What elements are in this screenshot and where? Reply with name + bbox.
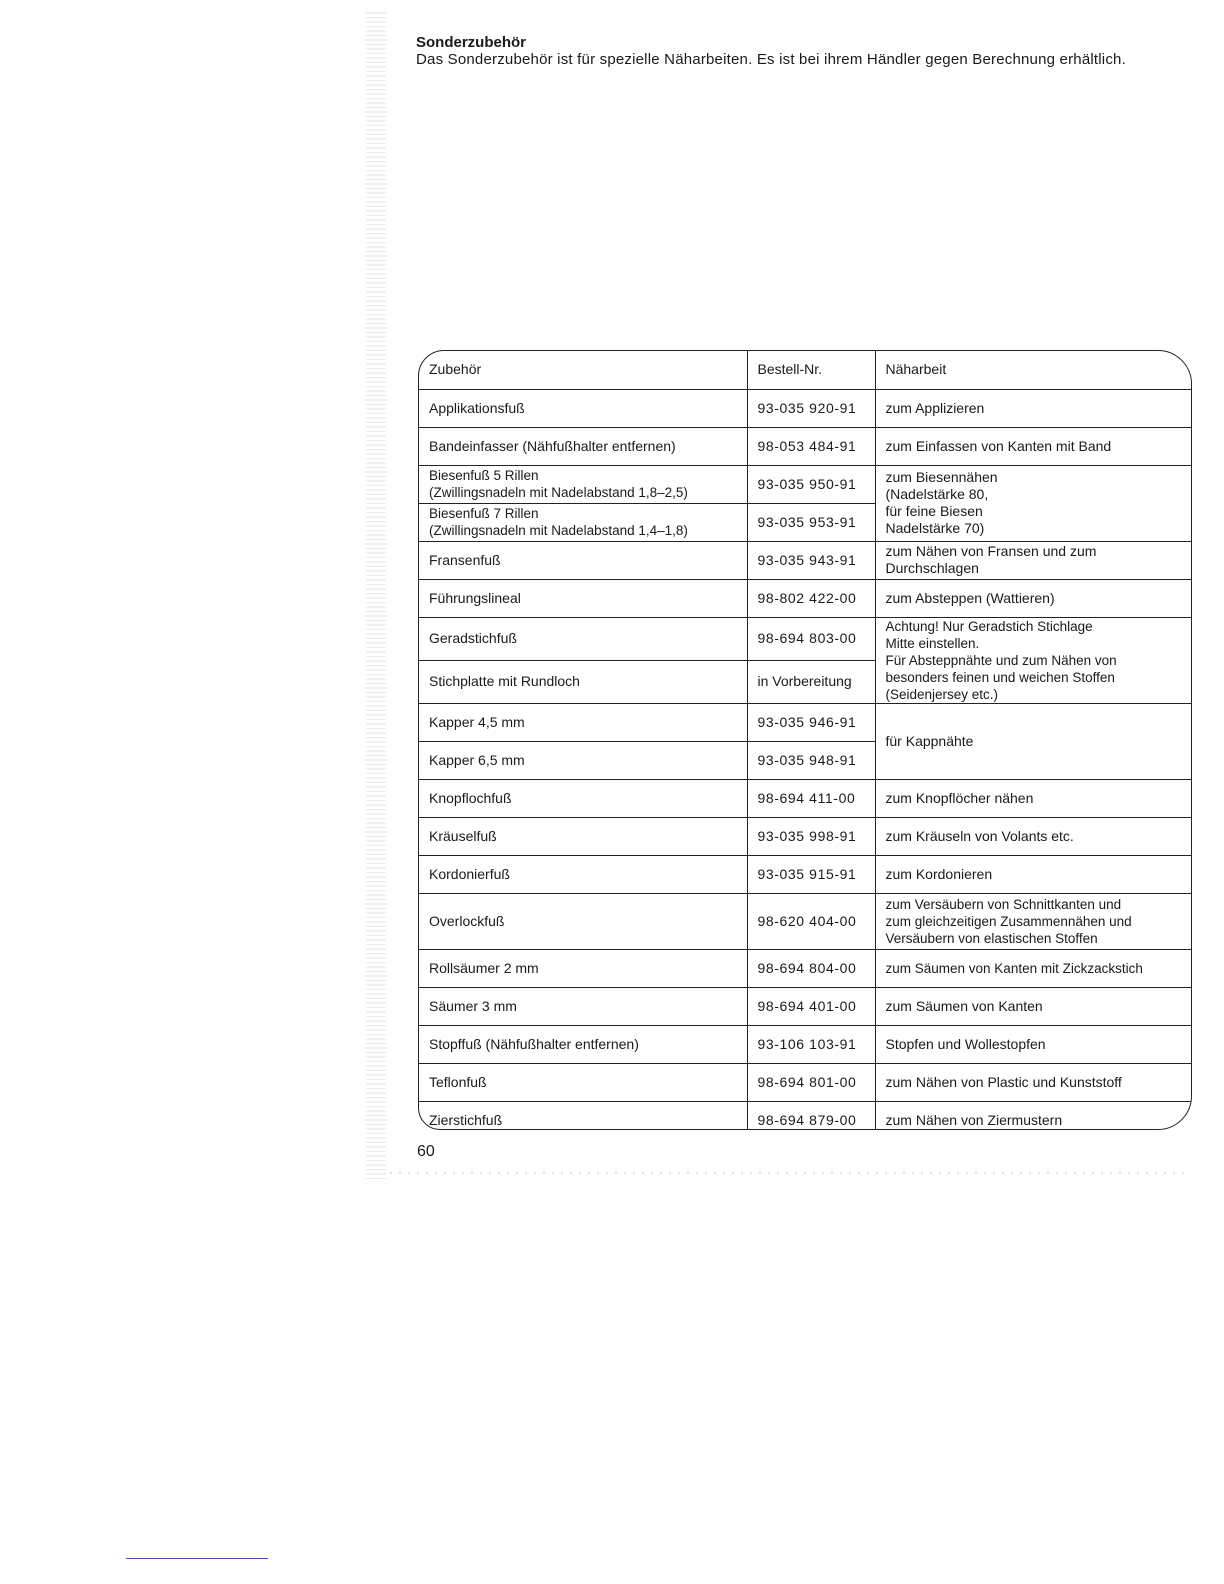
work-cell: zum Biesennähen (Nadelstärke 80, für feine Biesen Nadelstärke 70) (875, 465, 1191, 541)
item-cell: Biesenfuß 7 Rillen (Zwillingsnadeln mit Nadelabstand 1,4–1,8) (419, 503, 747, 541)
table-row (419, 817, 1191, 855)
order-number-cell: 98-694 879-00 (747, 1101, 875, 1130)
table-row (419, 703, 1191, 741)
work-cell: zum Kordonieren (875, 855, 1191, 893)
work-cell: zum Knopflöcher nähen (875, 779, 1191, 817)
work-cell: zum Säumen von Kanten (875, 987, 1191, 1025)
item-cell: Kordonierfuß (419, 855, 747, 893)
table-row (419, 779, 1191, 817)
table-row (419, 427, 1191, 465)
item-cell: Kapper 4,5 mm (419, 703, 747, 741)
order-number-cell: 98-694 411-00 (747, 779, 875, 817)
order-number-cell: 93-035 946-91 (747, 703, 875, 741)
table-row (419, 389, 1191, 427)
page-number: 60 (417, 1143, 435, 1160)
order-number-cell: 98-694 801-00 (747, 1063, 875, 1101)
header-item: Zubehör (419, 351, 747, 389)
item-cell: Kräuselfuß (419, 817, 747, 855)
table-row (419, 1063, 1191, 1101)
order-number-cell: 93-035 948-91 (747, 741, 875, 779)
work-cell: zum Säumen von Kanten mit Zickzackstich (875, 949, 1191, 987)
scan-binding-edge (366, 12, 386, 1182)
table-row (419, 949, 1191, 987)
item-cell: Kapper 6,5 mm (419, 741, 747, 779)
table-row (419, 987, 1191, 1025)
intro-paragraph: Das Sonderzubehör ist für spezielle Näharbeiten. Es ist bei ihrem Händler gegen Berechnung erhältlich. (416, 51, 1126, 68)
work-cell: zum Nähen von Fransen und zum Durchschlagen (875, 541, 1191, 579)
item-cell: Fransenfuß (419, 541, 747, 579)
item-cell: Rollsäumer 2 mm (419, 949, 747, 987)
order-number-cell: 93-035 920-91 (747, 389, 875, 427)
item-cell: Zierstichfuß (419, 1101, 747, 1130)
table-row (419, 541, 1191, 579)
order-number-cell: 98-694 803-00 (747, 617, 875, 660)
order-number-cell: 93-106 103-91 (747, 1025, 875, 1063)
order-number-cell: 93-035 943-91 (747, 541, 875, 579)
table-row (419, 465, 1191, 503)
accessory-table-frame (418, 350, 1192, 1130)
section-heading: Sonderzubehör (416, 34, 527, 51)
item-cell: Knopflochfuß (419, 779, 747, 817)
order-number-cell: 98-694 804-00 (747, 949, 875, 987)
work-cell: zum Versäubern von Schnittkanten und zum gleichzeitigen Zusammennähen und Versäubern von elastischen Stoffen (875, 893, 1191, 949)
item-cell: Stopffuß (Nähfußhalter entfernen) (419, 1025, 747, 1063)
order-number-cell: 98-802 422-00 (747, 579, 875, 617)
order-number-cell: in Vorbereitung (747, 660, 875, 703)
table-row (419, 855, 1191, 893)
header-order-number: Bestell-Nr. (747, 351, 875, 389)
work-cell: zum Applizieren (875, 389, 1191, 427)
work-cell: Stopfen und Wollestopfen (875, 1025, 1191, 1063)
table-row (419, 617, 1191, 660)
work-cell: zum Nähen von Plastic und Kunststoff (875, 1063, 1191, 1101)
work-cell: zum Kräuseln von Volants etc. (875, 817, 1191, 855)
work-cell: zum Absteppen (Wattieren) (875, 579, 1191, 617)
scan-edge-noise (390, 1172, 1190, 1174)
item-cell: Bandeinfasser (Nähfußhalter entfernen) (419, 427, 747, 465)
item-cell: Overlockfuß (419, 893, 747, 949)
item-cell: Biesenfuß 5 Rillen (Zwillingsnadeln mit Nadelabstand 1,8–2,5) (419, 465, 747, 503)
item-cell: Geradstichfuß (419, 617, 747, 660)
work-cell: zum Einfassen von Kanten mit Band (875, 427, 1191, 465)
table-row (419, 1025, 1191, 1063)
order-number-cell: 98-620 404-00 (747, 893, 875, 949)
footer-rule (126, 1558, 268, 1559)
accessory-table (419, 351, 1191, 1130)
table-header-row (419, 351, 1191, 389)
order-number-cell: 93-035 953-91 (747, 503, 875, 541)
table-row (419, 893, 1191, 949)
work-cell: Achtung! Nur Geradstich Stichlage Mitte einstellen. Für Absteppnähte und zum Nähen von besonders feinen und weichen Stoffen (Seidenjersey etc.) (875, 617, 1191, 703)
item-cell: Führungslineal (419, 579, 747, 617)
order-number-cell: 93-035 950-91 (747, 465, 875, 503)
item-cell: Säumer 3 mm (419, 987, 747, 1025)
item-cell: Teflonfuß (419, 1063, 747, 1101)
order-number-cell: 93-035 915-91 (747, 855, 875, 893)
table-row (419, 579, 1191, 617)
table-row (419, 1101, 1191, 1130)
order-number-cell: 93-035 998-91 (747, 817, 875, 855)
order-number-cell: 98-694 401-00 (747, 987, 875, 1025)
item-cell: Stichplatte mit Rundloch (419, 660, 747, 703)
order-number-cell: 98-053 484-91 (747, 427, 875, 465)
work-cell: zum Nähen von Ziermustern (875, 1101, 1191, 1130)
work-cell: für Kappnähte (875, 703, 1191, 779)
item-cell: Applikationsfuß (419, 389, 747, 427)
header-work: Näharbeit (875, 351, 1191, 389)
